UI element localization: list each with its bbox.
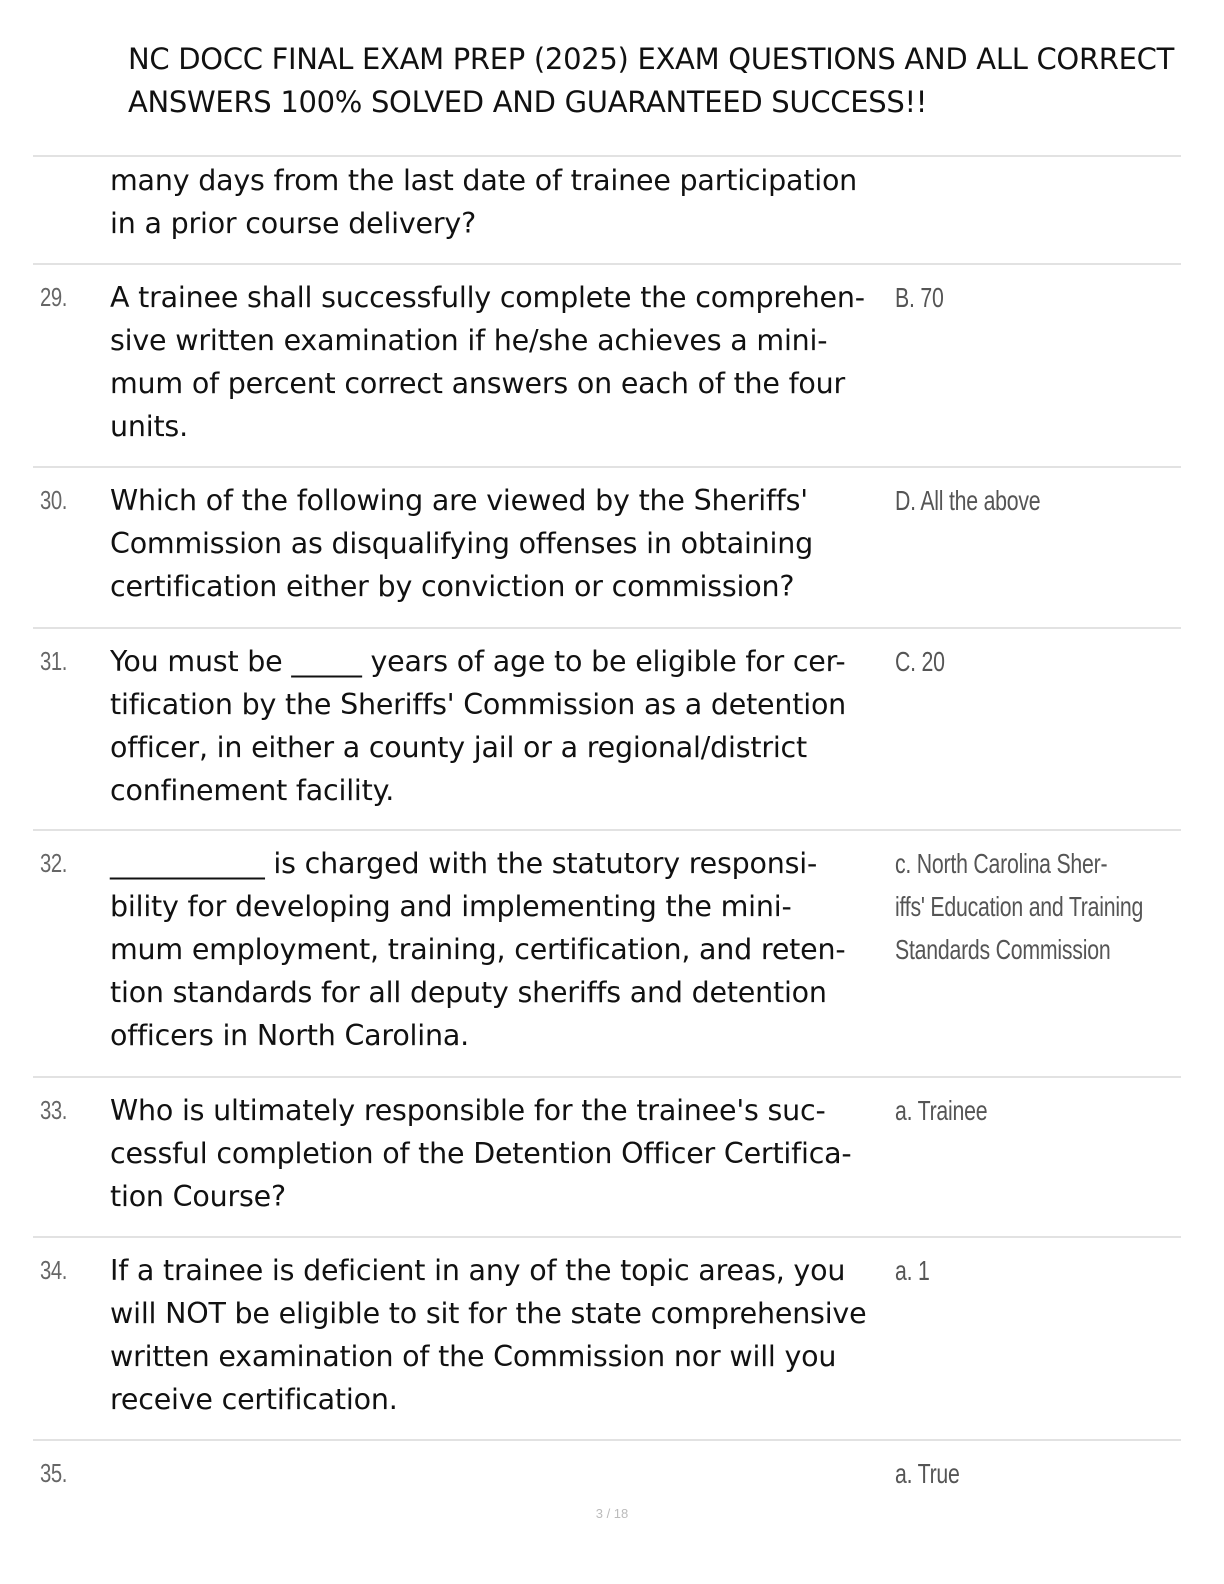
row-divider <box>33 627 1181 629</box>
question-number: 35. <box>40 1458 68 1488</box>
question-text: ___________ is charged with the statutory responsi- bility for developing and implementing the mini- mum employment, training, certification, and reten- tion standards for all deputy sheriffs and detention officers in North Carolina. <box>110 847 846 1052</box>
answer-text: B. 70 <box>895 282 944 313</box>
answer-text: D. All the above <box>895 485 1041 516</box>
continued-question-text: many days from the last date of trainee participation in a prior course delivery? <box>110 164 858 240</box>
question-text: You must be _____ years of age to be eligible for cer- tification by the Sheriffs' Commission as a detention officer, in either a county jail or a regional/district confinement facility. <box>110 645 847 807</box>
question-text: If a trainee is deficient in any of the topic areas, you will NOT be eligible to sit for the state comprehensive written examination of the Commission nor will you receive certification. <box>110 1254 867 1416</box>
question-number: 34. <box>40 1255 68 1285</box>
row-divider <box>33 1076 1181 1078</box>
row-divider <box>33 829 1181 831</box>
answer-text: a. 1 <box>895 1255 930 1286</box>
row-divider <box>33 263 1181 265</box>
row-divider <box>33 466 1181 468</box>
answer-text: a. Trainee <box>895 1095 988 1126</box>
document-title-line-2: ANSWERS 100% SOLVED AND GUARANTEED SUCCESS!! <box>128 85 928 119</box>
row-divider <box>33 1236 1181 1238</box>
answer-text: C. 20 <box>895 646 945 677</box>
question-text: A trainee shall successfully complete the comprehen- sive written examination if he/she achieves a mini- mum of percent correct answers on each of the four units. <box>110 281 865 443</box>
question-number: 29. <box>40 282 68 312</box>
row-divider <box>33 1439 1181 1441</box>
question-text: Who is ultimately responsible for the trainee's suc- cessful completion of the Detention Officer Certifica- tion Course? <box>110 1094 852 1213</box>
question-number: 33. <box>40 1095 68 1125</box>
row-divider <box>33 155 1181 157</box>
answer-text: a. True <box>895 1458 960 1489</box>
document-title <box>128 38 1218 124</box>
answer-text: c. North Carolina Sher- iffs' Education and Training Standards Commission <box>895 848 1144 965</box>
question-text: Which of the following are viewed by the Sheriffs' Commission as disqualifying offenses in obtaining certification either by conviction or commission? <box>110 484 814 603</box>
document-title-line-1: NC DOCC FINAL EXAM PREP (2025) EXAM QUESTIONS AND ALL CORRECT <box>128 42 1175 76</box>
question-number: 31. <box>40 646 68 676</box>
question-number: 30. <box>40 485 68 515</box>
question-number: 32. <box>40 848 68 878</box>
page-indicator: 3 / 18 <box>595 1506 629 1521</box>
